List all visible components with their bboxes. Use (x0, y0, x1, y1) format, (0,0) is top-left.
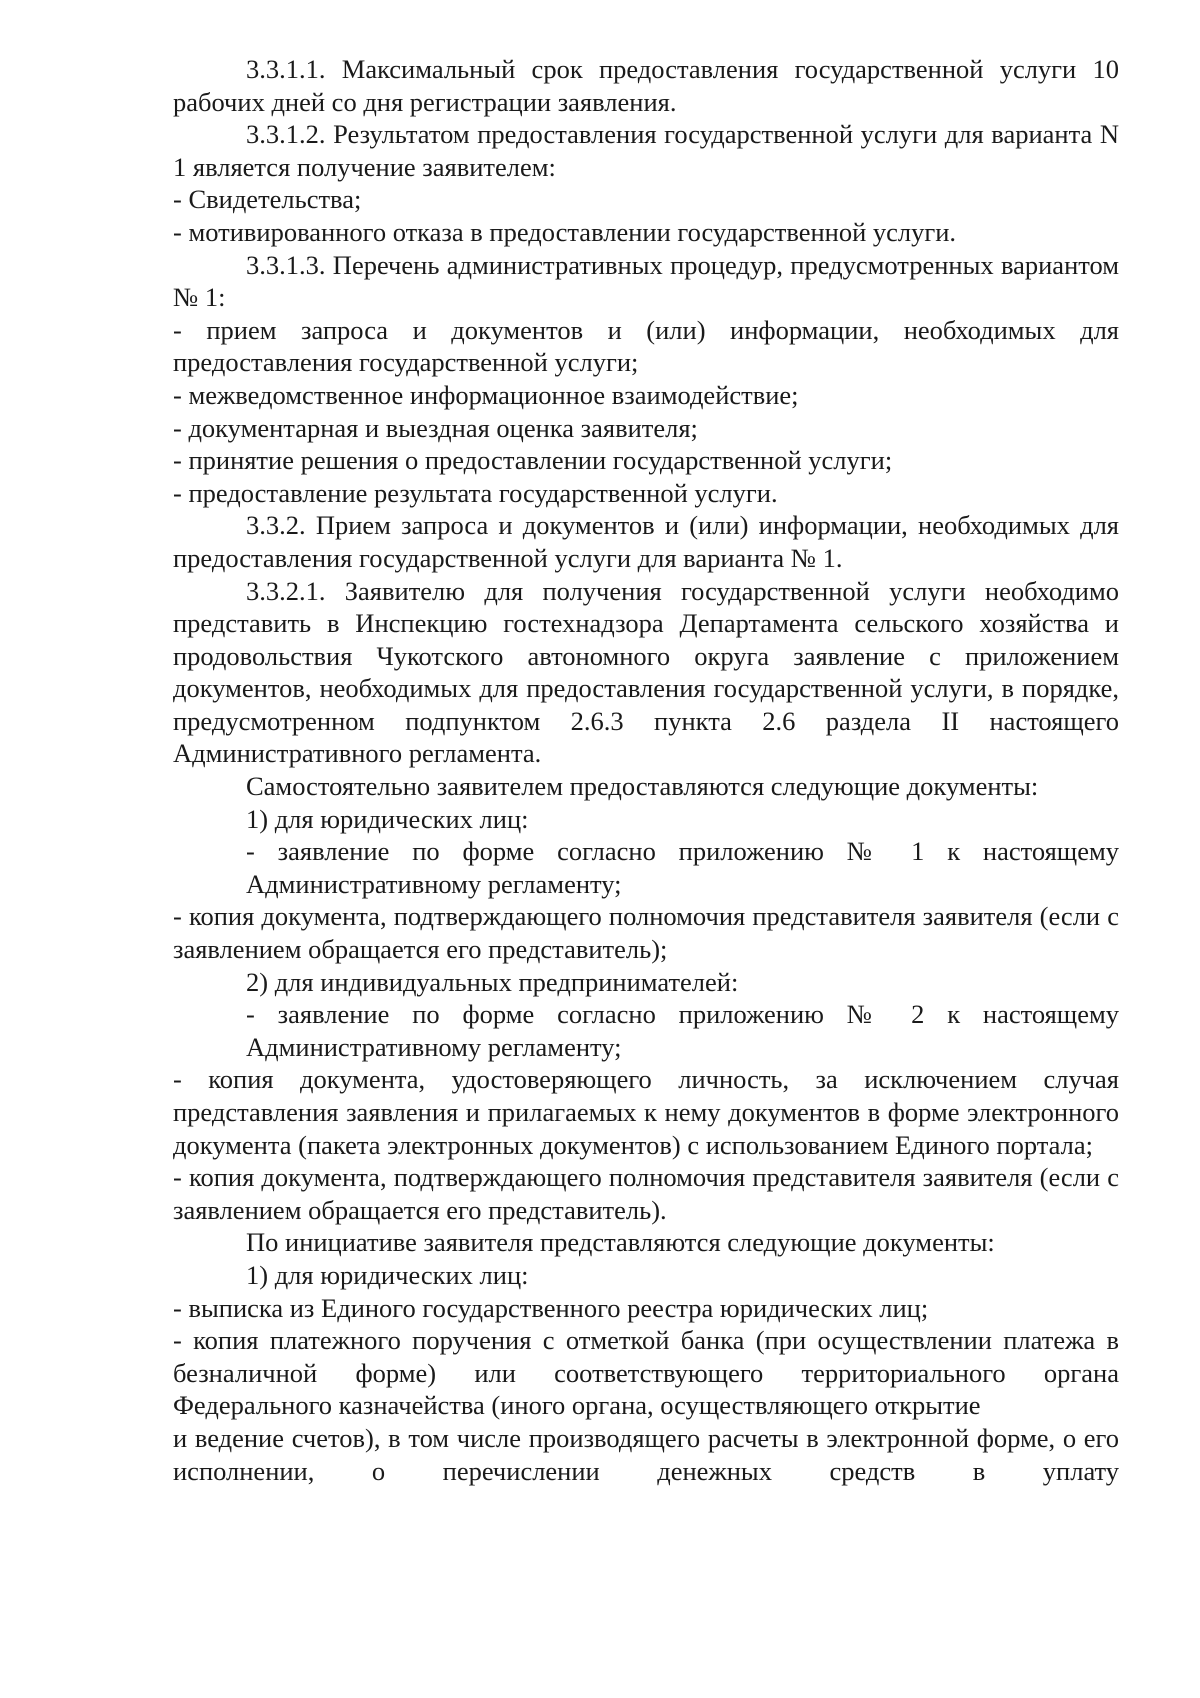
paragraph-initiative-documents: По инициативе заявителя представляются следующие документы: (246, 1227, 995, 1258)
document-page (173, 53, 1119, 1487)
subheading-entrepreneurs: 2) для индивидуальных предпринимателей: (246, 966, 739, 997)
paragraph-3-3-2: 3.3.2. Прием запроса и документов и (или) информации, необходимых для предоставления государственной услуги для варианта № 1. (173, 510, 1119, 573)
list-item-procedure-request: - прием запроса и документов и (или) информации, необходимых для предоставления государственной услуги; (173, 314, 1119, 378)
list-item-application-form-1: - заявление по форме согласно приложению № 1 к настоящему Административному регламенту; (246, 836, 1119, 899)
paragraph-continuation: и ведение счетов), в том числе производящего расчеты в электронной форме, о его исполнении, о перечислении денежных средств в уплату (173, 1422, 1119, 1486)
paragraph-3-3-1-3: 3.3.1.3. Перечень административных процедур, предусмотренных вариантом № 1: (173, 249, 1119, 313)
list-item-authority-copy-1: - копия документа, подтверждающего полномочия представителя заявителя (если с заявлением обращается его представитель); (173, 901, 1119, 965)
list-item-registry-extract: - выписка из Единого государственного реестра юридических лиц; (173, 1292, 929, 1323)
list-item-procedure-assessment: - документарная и выездная оценка заявителя; (173, 412, 698, 443)
paragraph-3-3-1-1: 3.3.1.1. Максимальный срок предоставления государственной услуги 10 рабочих дней со дня регистрации заявления. (173, 54, 1119, 117)
list-item-application-form-2: - заявление по форме согласно приложению № 2 к настоящему Административному регламенту; (246, 999, 1119, 1062)
list-item-payment-order: - копия платежного поручения с отметкой банка (при осуществлении платежа в безналичной форме) или соответствующего территориального органа Федерального казначейства (иного органа, осуществляющего открытие (173, 1325, 1119, 1421)
list-item-procedure-interaction: - межведомственное информационное взаимодействие; (173, 379, 799, 410)
list-item-identity-copy: - копия документа, удостоверяющего личность, за исключением случая представления заявления и прилагаемых к нему документов в форме электронного документа (пакета электронных документов) с использованием Единого портала; (173, 1064, 1119, 1160)
list-item-procedure-decision: - принятие решения о предоставлении государственной услуги; (173, 445, 893, 476)
paragraph-3-3-2-1: 3.3.2.1. Заявителю для получения государственной услуги необходимо представить в Инспекцию гостехнадзора Департамента сельского хозяйства и продовольствия Чукотского автономного округа заявление с приложением документов, необходимых для предоставления государственной услуги, в порядке, предусмотренном подпунктом 2.6.3 пункта 2.6 раздела II настоящего Административного регламента. (173, 575, 1119, 769)
list-item-certificate: - Свидетельства; (173, 184, 362, 215)
paragraph-self-submitted: Самостоятельно заявителем предоставляются следующие документы: (246, 771, 1039, 802)
list-item-authority-copy-2: - копия документа, подтверждающего полномочия представителя заявителя (если с заявлением обращается его представитель). (173, 1162, 1119, 1225)
subheading-legal-entities-2: 1) для юридических лиц: (246, 1259, 529, 1290)
subheading-legal-entities: 1) для юридических лиц: (246, 803, 529, 834)
list-item-refusal: - мотивированного отказа в предоставлении государственной услуги. (173, 216, 957, 247)
list-item-procedure-result: - предоставление результата государственной услуги. (173, 477, 778, 508)
paragraph-3-3-1-2: 3.3.1.2. Результатом предоставления государственной услуги для варианта N 1 является получение заявителем: (173, 119, 1119, 182)
